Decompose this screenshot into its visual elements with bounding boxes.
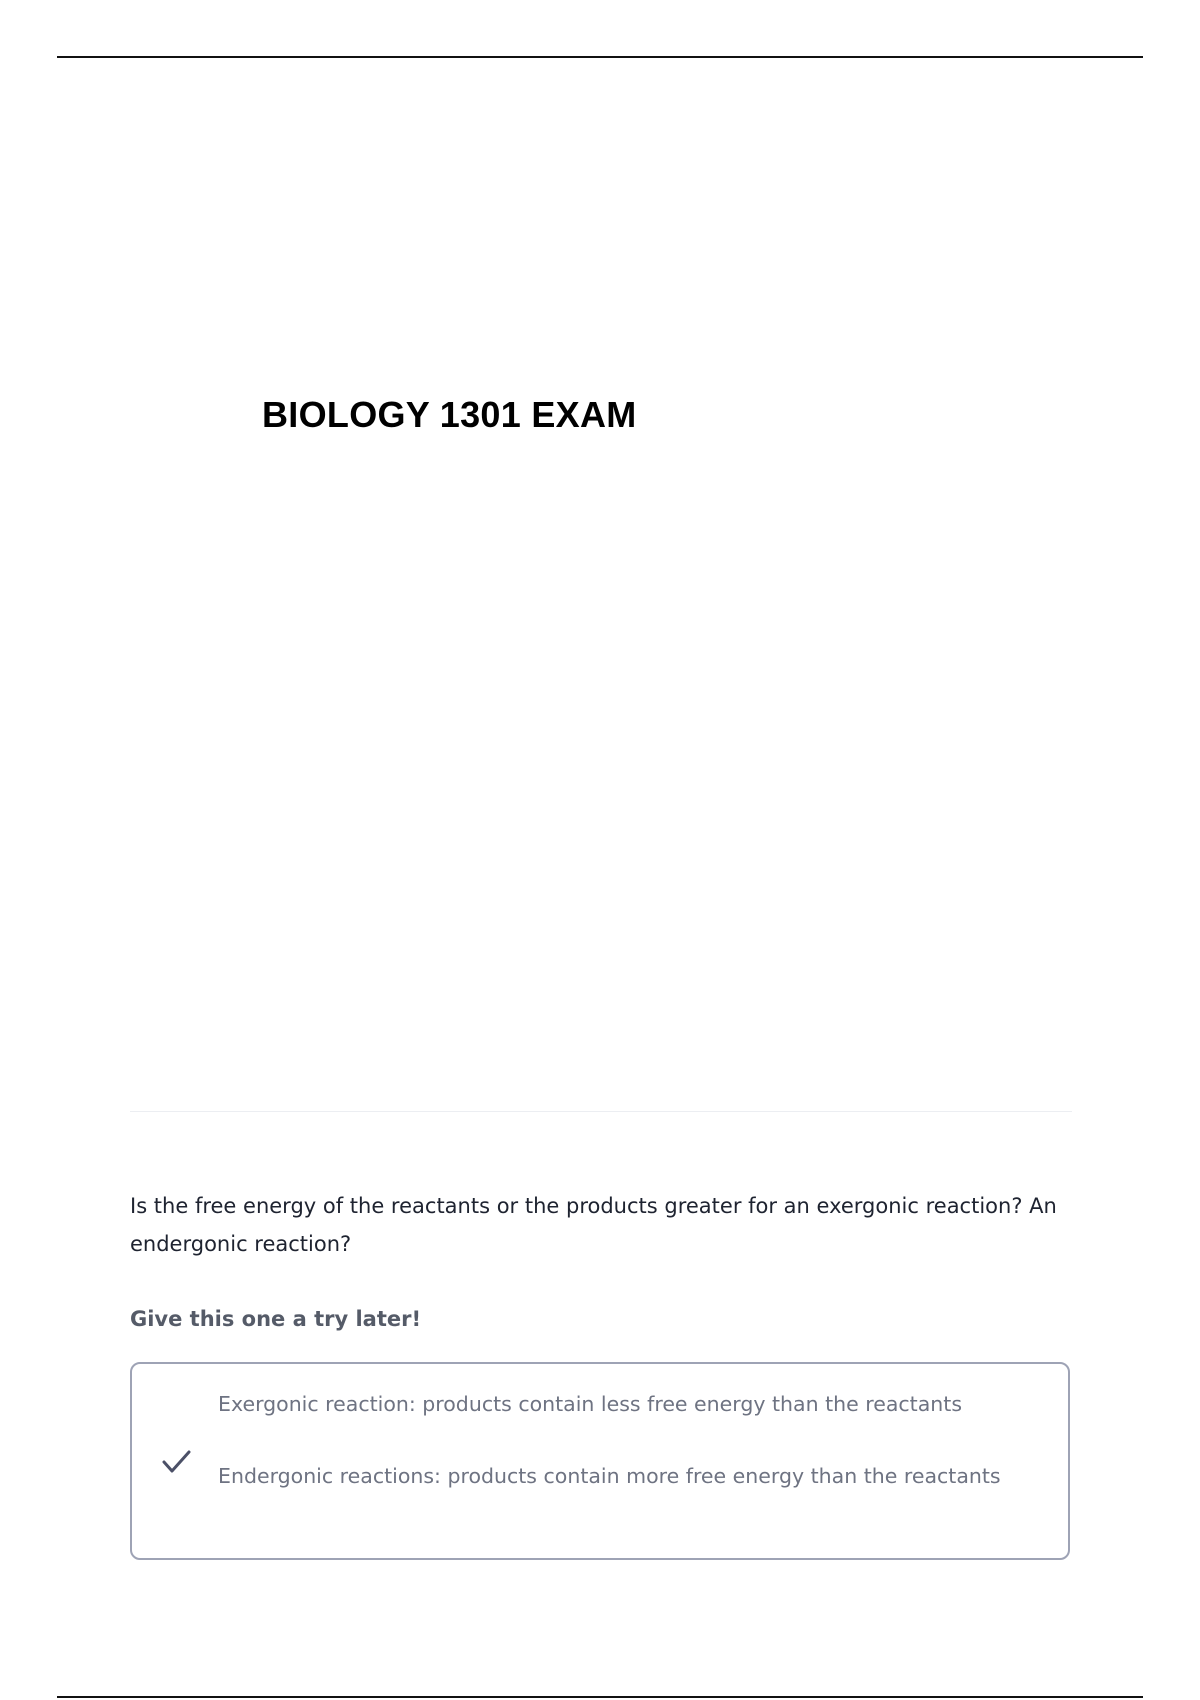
check-icon [159,1444,195,1480]
section-divider [130,1111,1072,1112]
header-rule [57,56,1143,58]
answer-card[interactable] [130,1362,1070,1560]
flashcard-question: Is the free energy of the reactants or the products greater for an exergonic reaction? An endergonic reaction? [130,1194,1057,1256]
document-title: BIOLOGY 1301 EXAM [262,394,637,435]
try-later-prompt: Give this one a try later! [130,1307,422,1331]
footer-rule [57,1696,1143,1698]
answer-line-endergonic: Endergonic reactions: products contain more free energy than the reactants [218,1464,1001,1488]
answer-line-exergonic: Exergonic reaction: products contain less free energy than the reactants [218,1392,962,1416]
